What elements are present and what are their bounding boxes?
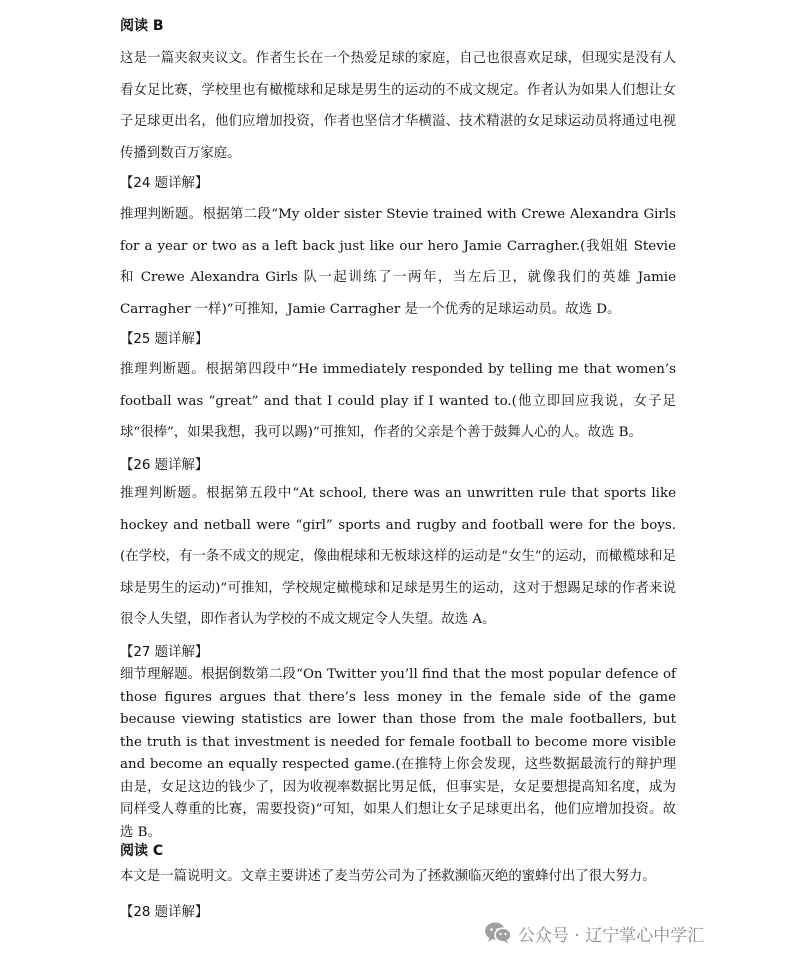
wechat-icon: [484, 921, 512, 945]
q26-explanation: 推理判断题。根据第五段中“At school, there was an unwritten rule that sports like hockey and netball were “girl” sports and rugby and football were for the boys.(在学校，有一条不成文的规定，像曲棍球和无板球这样的运动是“女生”的运动，而橄榄球和足球是男生的运动)”可推知，学校规定橄榄球和足球是男生的运动，这对于想踢足球的作者来说很令人失望，即作者认为学校的不成文规定令人失望。故选 A。: [120, 486, 676, 627]
section-title-reading-b: 阅读 B: [120, 18, 164, 34]
q27-explanation: 细节理解题。根据倒数第二段“On Twitter you’ll find that the most popular defence of those figures argues that there’s less money in the female side of the game because viewing statistics are lower than those from the male footballers, but the truth is that investment is needed for female football to become more visible and become an equally respected game.(在推特上你会发现，这些数据最流行的辩护理由是，女足这边的钱少了，因为收视率数据比男足低，但事实是，女足要想提高知名度，成为同样受人尊重的比赛，需要投资)”可知，如果人们想让女子足球更出名，他们应增加投资。故选 B。: [120, 667, 676, 840]
section-title-reading-c: 阅读 C: [120, 843, 164, 859]
q25-heading: 【25 题详解】: [120, 332, 209, 347]
q24-explanation: 推理判断题。根据第二段“My older sister Stevie trained with Crewe Alexandra Girls for a year or two as a left back just like our hero Jamie Carragher.(我姐姐 Stevie 和 Crewe Alexandra Girls 队一起训练了一两年，当左后卫，就像我们的英雄 Jamie Carragher 一样)”可推知，Jamie Carragher 是一个优秀的足球运动员。故选 D。: [120, 207, 676, 317]
watermark: [484, 920, 704, 946]
reading-b-summary: 这是一篇夹叙夹议文。作者生长在一个热爱足球的家庭，自己也很喜欢足球，但现实是没有人看女足比赛，学校里也有橄榄球和足球是男生的运动的不成文规定。作者认为如果人们想让女子足球更出名，他们应增加投资，作者也坚信才华横溢、技术精湛的女足球运动员将通过电视传播到数百万家庭。: [120, 51, 676, 161]
q28-heading: 【28 题详解】: [120, 905, 209, 920]
watermark-text: 公众号 · 辽宁掌心中学汇: [518, 925, 705, 946]
reading-c-summary: 本文是一篇说明文。文章主要讲述了麦当劳公司为了拯救濒临灭绝的蜜蜂付出了很大努力。: [120, 869, 656, 884]
q24-heading: 【24 题详解】: [120, 176, 209, 191]
q25-explanation: 推理判断题。根据第四段中“He immediately responded by telling me that women’s football was “great” and that I could play if I wanted to.(他立即回应我说，女子足球“很棒”，如果我想，我可以踢)”可推知，作者的父亲是个善于鼓舞人心的人。故选 B。: [120, 362, 676, 440]
q26-heading: 【26 题详解】: [120, 458, 209, 473]
q27-heading: 【27 题详解】: [120, 645, 209, 660]
